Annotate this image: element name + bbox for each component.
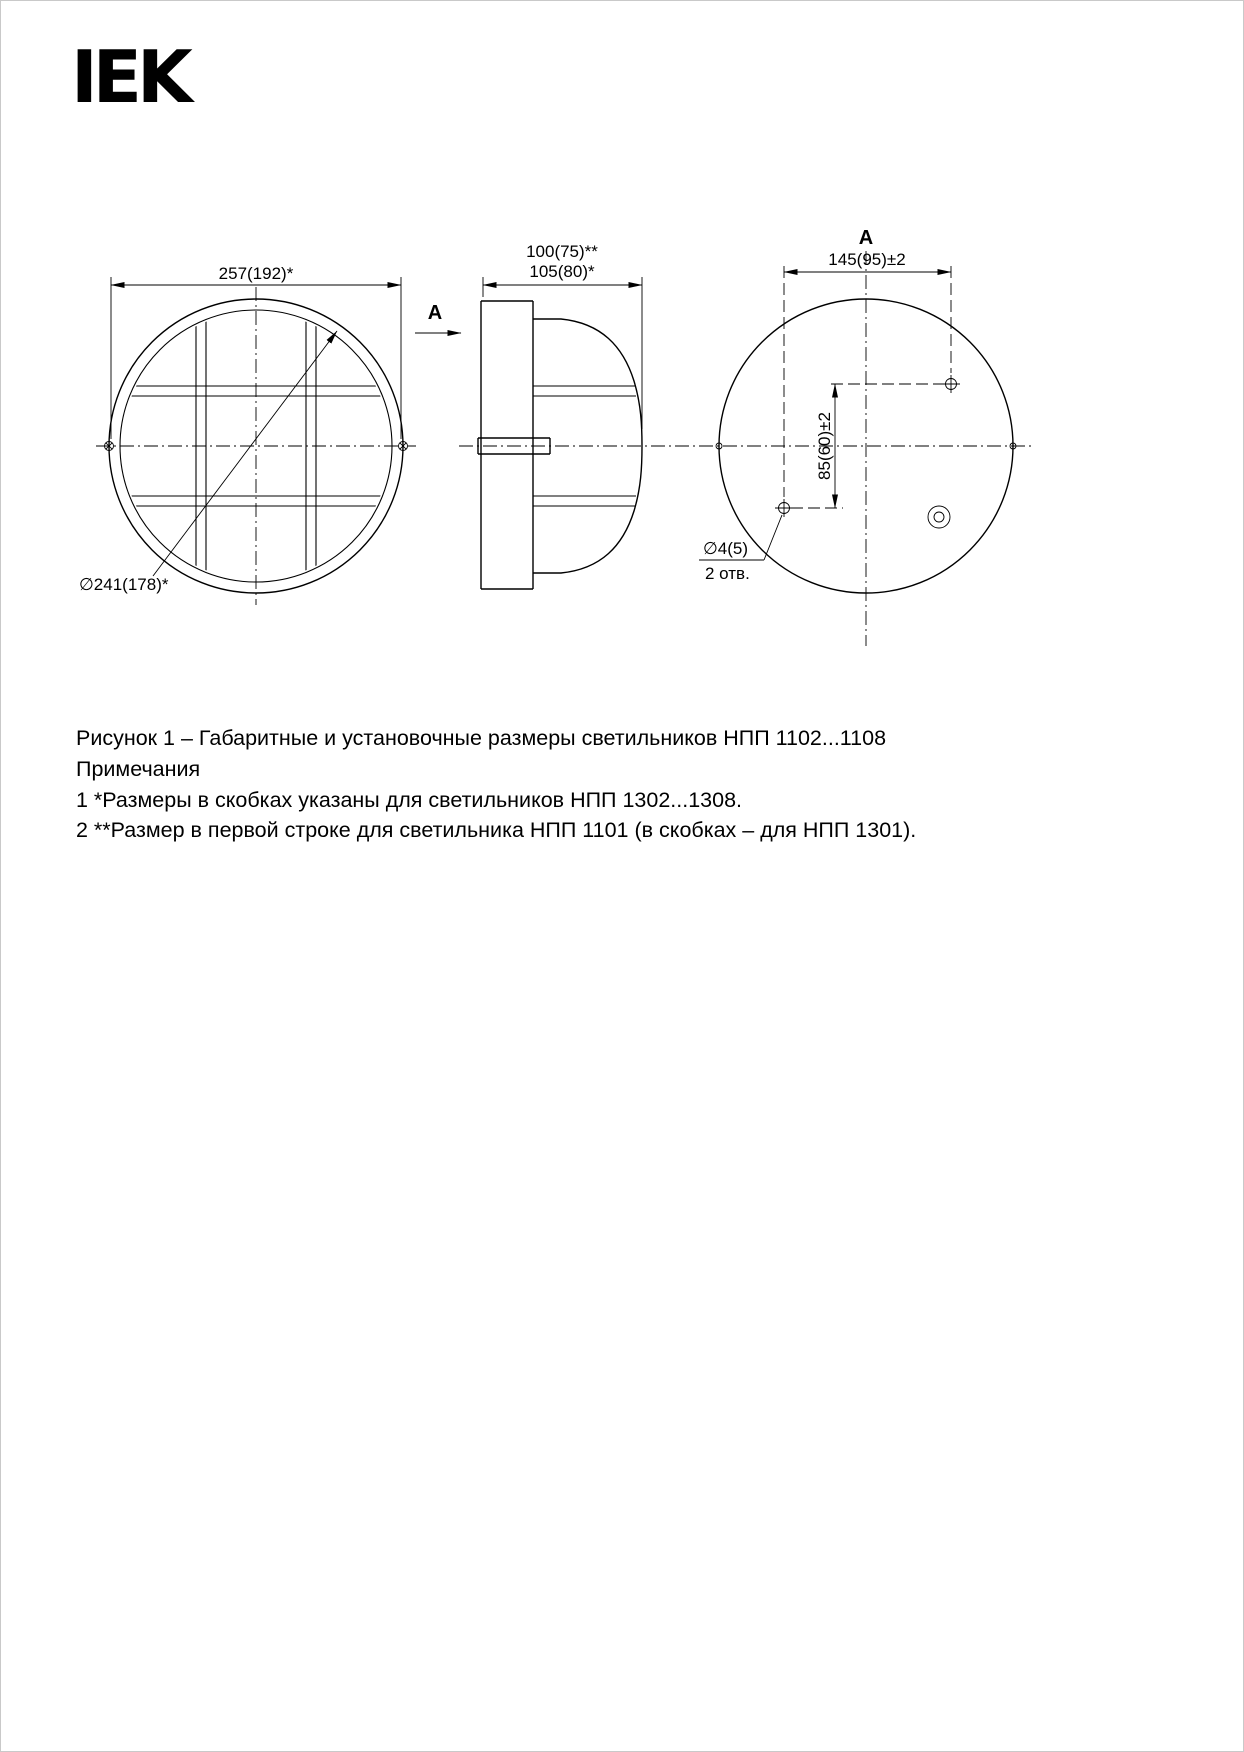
note-2: 2 **Размер в первой строке для светильника НПП 1101 (в скобках – для НПП 1301). bbox=[76, 818, 917, 843]
rear-horizontal-dimension bbox=[784, 250, 951, 497]
mounting-hole-bottom-left bbox=[775, 499, 793, 517]
front-diameter-leader bbox=[79, 331, 337, 594]
side-base-plate bbox=[481, 301, 533, 589]
side-view bbox=[415, 242, 1033, 589]
leader-line bbox=[153, 331, 337, 576]
side-depth-dim-text-2: 105(80)* bbox=[529, 262, 595, 281]
leader-line bbox=[764, 515, 782, 560]
hole-diameter-callout bbox=[699, 515, 782, 583]
rear-view bbox=[699, 227, 1016, 646]
front-width-dim-text: 257(192)* bbox=[218, 264, 294, 283]
rear-horizontal-dim-text: 145(95)±2 bbox=[828, 250, 906, 269]
hole-count-text: 2 отв. bbox=[705, 564, 750, 583]
note-1: 1 *Размеры в скобках указаны для светильников НПП 1302...1308. bbox=[76, 787, 743, 812]
cable-entry bbox=[928, 506, 950, 528]
front-diameter-dim-text: ∅241(178)* bbox=[79, 575, 169, 594]
front-view bbox=[79, 264, 416, 605]
technical-drawing bbox=[1, 1, 1244, 701]
rear-vertical-dim-text: 85(60)±2 bbox=[815, 412, 834, 480]
hole-diameter-text: ∅4(5) bbox=[703, 539, 749, 558]
front-inner-rim-circle bbox=[120, 310, 392, 582]
section-arrow-label: A bbox=[427, 302, 443, 324]
side-depth-dim-text-1: 100(75)** bbox=[526, 242, 598, 261]
iek-logo: IEK bbox=[71, 35, 188, 119]
section-arrow bbox=[415, 302, 461, 333]
rear-view-label: A bbox=[858, 227, 874, 249]
notes-heading: Примечания bbox=[76, 756, 201, 781]
side-depth-dimension bbox=[483, 242, 642, 429]
figure-caption bbox=[76, 723, 1196, 846]
figure-title: Рисунок 1 – Габаритные и установочные размеры светильников НПП 1102...1108 bbox=[76, 726, 887, 750]
